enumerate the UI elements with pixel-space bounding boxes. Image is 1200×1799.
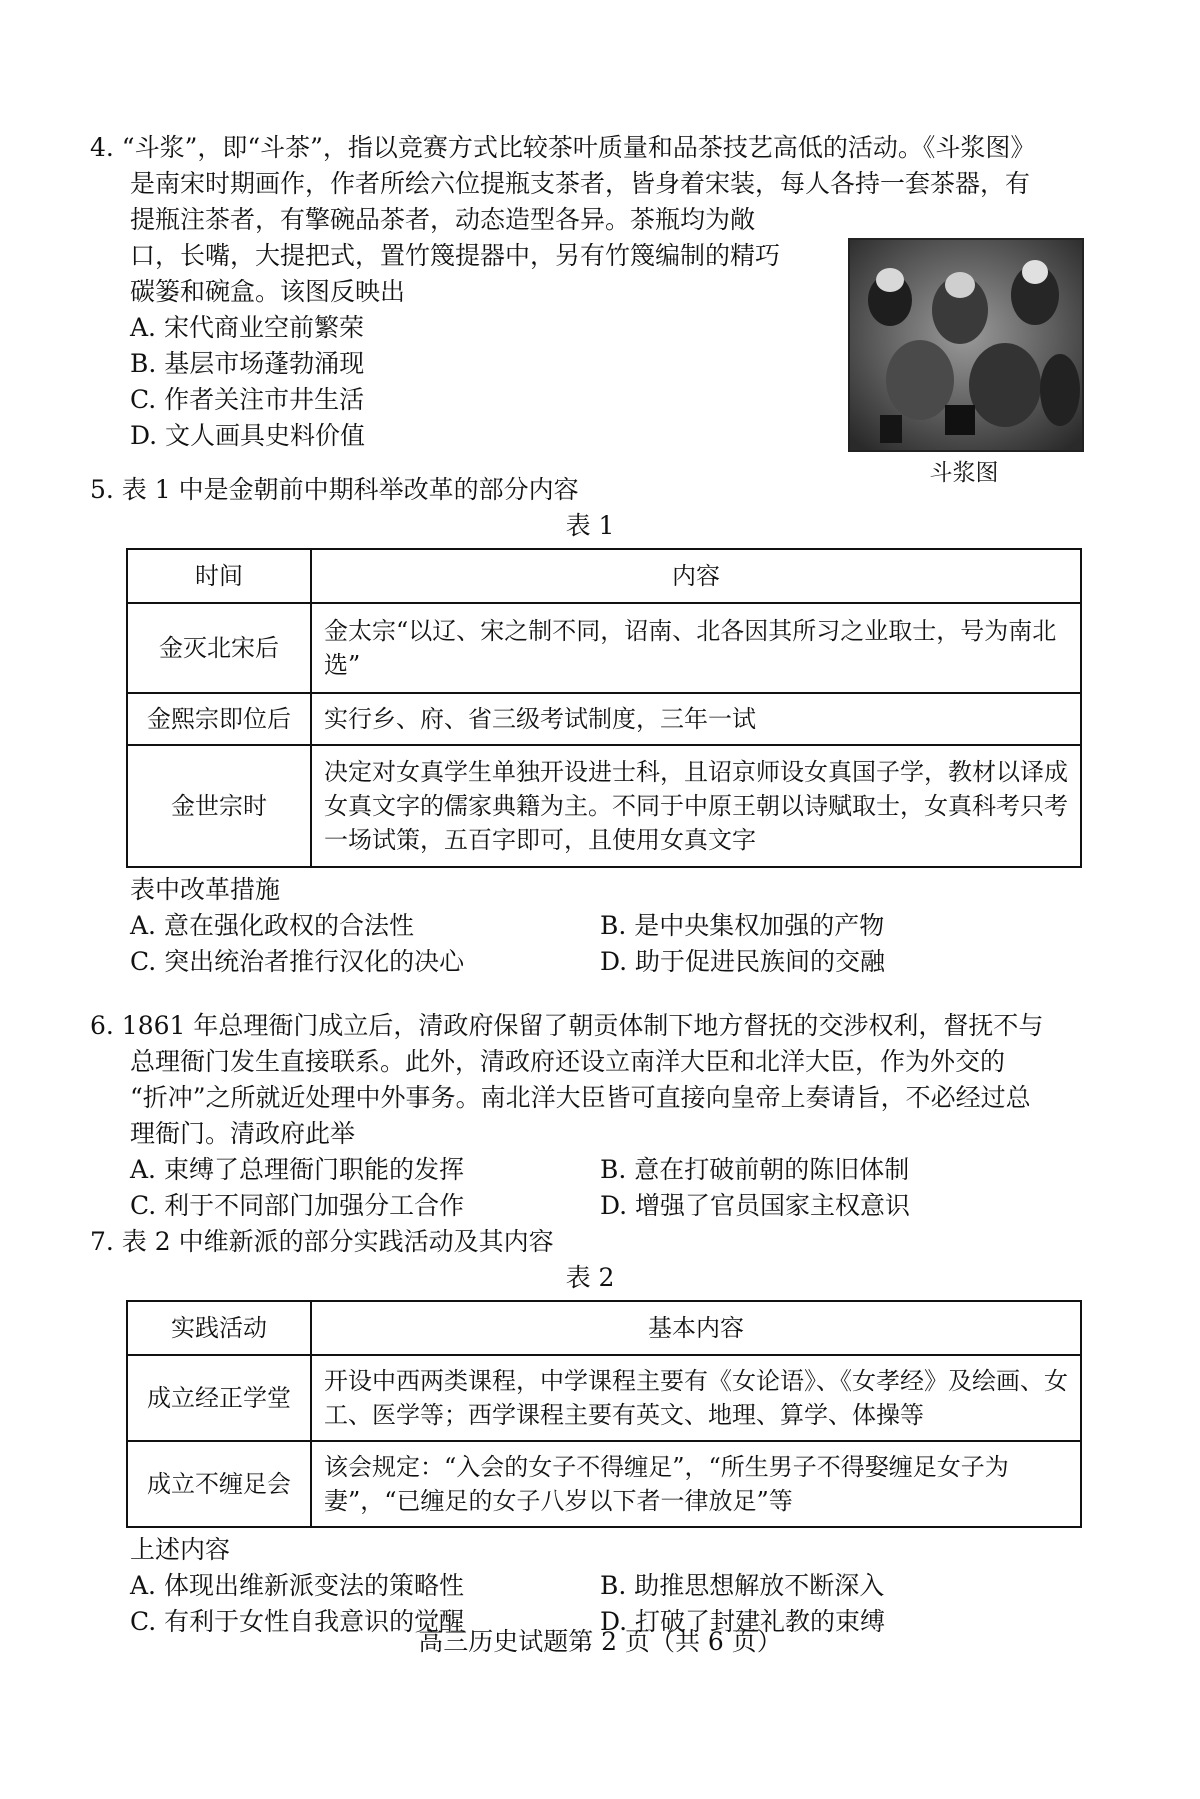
q5-lead: 表中改革措施	[130, 875, 281, 904]
q6-option-d[interactable]: D. 增强了官员国家主权意识	[600, 1191, 911, 1220]
q7-option-d[interactable]: D. 打破了封建礼教的束缚	[600, 1607, 886, 1636]
table-row	[127, 745, 1081, 867]
table-2-content-cell: 该会规定：“入会的女子不得缠足”，“所生男子不得娶缠足女子为妻”，“已缠足的女子八岁以下者一律放足”等	[311, 1441, 1081, 1527]
table-row	[127, 603, 1081, 693]
q7-option-b[interactable]: B. 助推思想解放不断深入	[600, 1571, 885, 1600]
q4-line-1: 4. “斗浆”，即“斗茶”，指以竞赛方式比较茶叶质量和品茶技艺高低的活动。《斗浆图》	[90, 133, 1036, 162]
q4-line-3: 提瓶注茶者，有擎碗品茶者，动态造型各异。茶瓶均为敞	[130, 205, 756, 234]
question-6	[90, 1008, 1090, 1224]
table-1-header-time: 时间	[127, 549, 311, 603]
q7-stem: 7. 表 2 中维新派的部分实践活动及其内容	[90, 1227, 554, 1256]
table-2-header-activity: 实践活动	[127, 1301, 311, 1355]
q7-lead: 上述内容	[130, 1535, 231, 1564]
table-2-header-content: 基本内容	[311, 1301, 1081, 1355]
q4-line-5: 碳篓和碗盒。该图反映出	[130, 277, 406, 306]
table-2	[126, 1300, 1082, 1528]
doujiang-painting-image	[848, 238, 1084, 452]
q4-option-c[interactable]: C. 作者关注市井生活	[130, 385, 365, 414]
table-1-time-cell: 金世宗时	[127, 745, 311, 867]
q6-option-a[interactable]: A. 束缚了总理衙门职能的发挥	[130, 1155, 464, 1184]
table-2-content-cell: 开设中西两类课程，中学课程主要有《女论语》、《女孝经》及绘画、女工、医学等；西学课程主要有英文、地理、算学、体操等	[311, 1355, 1081, 1441]
q6-line-4: 理衙门。清政府此举	[130, 1119, 356, 1148]
table-1-content-cell: 实行乡、府、省三级考试制度，三年一试	[311, 693, 1081, 745]
table-1-header-content: 内容	[311, 549, 1081, 603]
table-row	[127, 1355, 1081, 1441]
figure-caption: 斗浆图	[929, 460, 999, 486]
q6-line-3: “折冲”之所就近处理中外事务。南北洋大臣皆可直接向皇帝上奏请旨，不必经过总	[130, 1083, 1031, 1112]
table-2-activity-cell: 成立经正学堂	[127, 1355, 311, 1441]
q5-option-b[interactable]: B. 是中央集权加强的产物	[600, 911, 885, 940]
q5-option-a[interactable]: A. 意在强化政权的合法性	[130, 911, 414, 940]
page-footer: 高三历史试题第 2 页（共 6 页）	[418, 1627, 782, 1656]
table-1-content-cell: 金太宗“以辽、宋之制不同，诏南、北各因其所习之业取士，号为南北选”	[311, 603, 1081, 693]
q4-option-d[interactable]: D. 文人画具史料价值	[130, 421, 366, 450]
q5-option-d[interactable]: D. 助于促进民族间的交融	[600, 947, 886, 976]
table-1-title: 表 1	[565, 511, 615, 540]
q6-option-c[interactable]: C. 利于不同部门加强分工合作	[130, 1191, 465, 1220]
table-row	[127, 1441, 1081, 1527]
table-1-time-cell: 金灭北宋后	[127, 603, 311, 693]
table-row	[127, 693, 1081, 745]
q5-option-c[interactable]: C. 突出统治者推行汉化的决心	[130, 947, 465, 976]
q6-line-1: 6. 1861 年总理衙门成立后，清政府保留了朝贡体制下地方督抚的交涉权利，督抚不与	[90, 1011, 1044, 1040]
question-5	[90, 472, 1090, 980]
q4-option-b[interactable]: B. 基层市场蓬勃涌现	[130, 349, 365, 378]
table-2-activity-cell: 成立不缠足会	[127, 1441, 311, 1527]
question-7	[90, 1224, 1090, 1640]
q7-option-c[interactable]: C. 有利于女性自我意识的觉醒	[130, 1607, 465, 1636]
q4-line-4: 口，长嘴，大提把式，置竹篾提器中，另有竹篾编制的精巧	[130, 241, 781, 270]
q6-option-b[interactable]: B. 意在打破前朝的陈旧体制	[600, 1155, 910, 1184]
table-1	[126, 548, 1082, 868]
q4-line-2: 是南宋时期画作，作者所绘六位提瓶支茶者，皆身着宋装，每人各持一套茶器，有	[130, 169, 1031, 198]
table-1-content-cell: 决定对女真学生单独开设进士科，且诏京师设女真国子学，教材以译成女真文字的儒家典籍为主。不同于中原王朝以诗赋取士，女真科考只考一场试策，五百字即可，且使用女真文字	[311, 745, 1081, 867]
table-1-time-cell: 金熙宗即位后	[127, 693, 311, 745]
q6-line-2: 总理衙门发生直接联系。此外，清政府还设立南洋大臣和北洋大臣，作为外交的	[130, 1047, 1006, 1076]
q5-stem: 5. 表 1 中是金朝前中期科举改革的部分内容	[90, 475, 579, 504]
q4-option-a[interactable]: A. 宋代商业空前繁荣	[130, 313, 364, 342]
table-2-title: 表 2	[565, 1263, 615, 1292]
q7-option-a[interactable]: A. 体现出维新派变法的策略性	[130, 1571, 464, 1600]
